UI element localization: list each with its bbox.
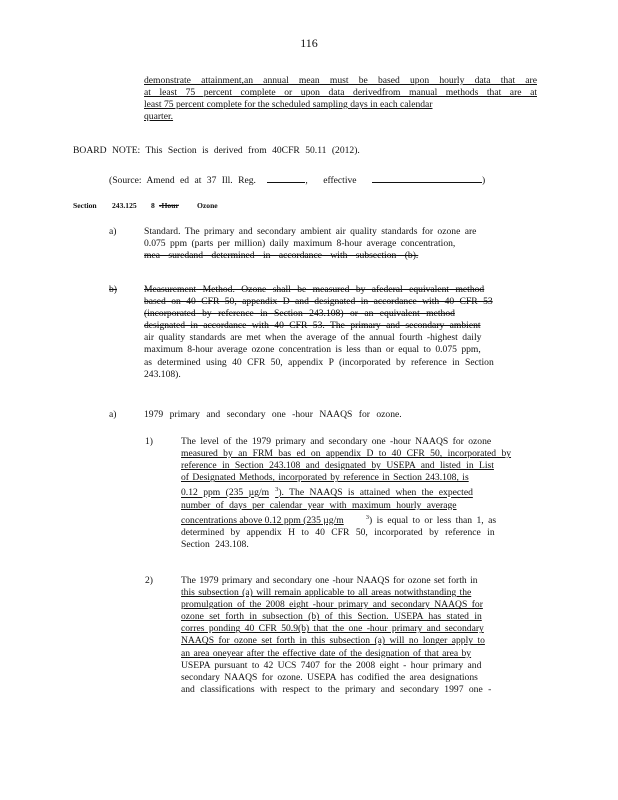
source-close: ): [481, 175, 486, 186]
item-2-text: [181, 575, 537, 696]
item-line: Section 243.108.: [181, 539, 249, 551]
concentration-text: 0.12 ppm (235 µg/m: [181, 487, 270, 499]
intro-paragraph: [144, 75, 537, 123]
page-number: 116: [300, 36, 318, 50]
section-struck-hour: -Hour: [159, 201, 179, 210]
para-b-label: b): [109, 284, 117, 295]
section-number: 243.125: [112, 201, 137, 210]
item-under-line: measured by an FRM bas ed on appendix D to 40 CFR 50, incorporated by: [181, 448, 512, 460]
source-comma: ,: [305, 175, 308, 186]
para-line: maximum 8-hour average ozone concentration is less than or equal to 0.075 ppm,: [144, 344, 481, 356]
board-note: BOARD NOTE: This Section is derived from 40CFR 50.11 (2012).: [73, 145, 360, 156]
superscript: 3: [275, 486, 279, 494]
item-under-line: NAAQS for ozone set forth in this subsection (a) will no longer apply to: [181, 635, 485, 647]
effective-date-blank: [372, 173, 482, 183]
item-1-text: [181, 436, 537, 551]
item-under-line: reference in Section 243.108 and designated by USEPA and listed in List: [181, 460, 494, 472]
item-line: USEPA pursuant to 42 UCS 7407 for the 2008 eight - hour primary and: [181, 659, 482, 671]
section-ozone: Ozone: [197, 201, 218, 210]
intro-line: quarter.: [144, 111, 174, 123]
para-a2-label: a): [109, 409, 117, 420]
para-a-label: a): [109, 226, 117, 237]
item-1-label: 1): [145, 436, 153, 447]
para-line: 243.108).: [144, 368, 181, 380]
para-b-measurement: [144, 284, 537, 381]
item-under-line: [181, 484, 537, 499]
date-blank: [267, 173, 305, 183]
concentration-text-cont: ) is equal to or less than 1, as: [368, 514, 497, 526]
para-line: Standard. The primary and secondary ambient air quality standards for ozone are: [144, 226, 477, 237]
para-line: as determined using 40 CFR 50, appendix P (incorporated by reference in Section: [144, 356, 494, 368]
item-line: The level of the 1979 primary and secondary one -hour NAAQS for ozone: [181, 436, 492, 447]
item-line: and classifications with respect to the primary and secondary 1997 one -: [181, 683, 492, 695]
para-line: 0.075 ppm (parts per million) daily maximum 8-hour average concentration,: [144, 238, 456, 250]
para-struck-line: Measurement Method. Ozone shall be measured by afederal equivalent method: [144, 284, 485, 295]
item-under-line: an area oneyear after the effective date of the designation of that area by: [181, 647, 472, 659]
para-struck-line: based on 40 CFR 50, appendix D and designated in accordance with 40 CFR 53: [144, 296, 493, 308]
para-a-standard: [144, 226, 537, 262]
para-struck-line: mea suredand determined in accordance with subsection (b).: [144, 250, 419, 262]
para-a2-text: 1979 primary and secondary one -hour NAAQS for ozone.: [144, 409, 402, 420]
source-effective: effective: [323, 175, 357, 186]
item-under-line: number of days per calendar year with maximum hourly average: [181, 499, 457, 511]
item-under-line: promulgation of the 2008 eight -hour primary and secondary NAAQS for: [181, 599, 483, 611]
item-line: [181, 512, 537, 527]
concentration-text-cont: ). The NAAQS is attained when the expected: [278, 487, 473, 499]
section-word: Section: [73, 201, 97, 210]
item-under-line: ozone set forth in subsection (b) of this Section. USEPA has stated in: [181, 611, 482, 623]
para-line: air quality standards are met when the average of the annual fourth -highest daily: [144, 332, 482, 344]
para-struck-line: designated in accordance with 40 CFR 53. The primary and secondary ambient: [144, 320, 481, 332]
item-line: determined by appendix H to 40 CFR 50, incorporated by reference in: [181, 527, 495, 539]
section-eight: 8: [151, 201, 155, 210]
concentration-text: concentrations above 0.12 ppm (235 µg/m: [181, 514, 344, 526]
item-under-line: this subsection (a) will remain applicable to all areas notwithstanding the: [181, 587, 472, 599]
source-prefix: (Source: Amend ed at 37 Ill. Reg.: [109, 175, 256, 186]
superscript: 3: [365, 513, 369, 521]
intro-line: least 75 percent complete for the scheduled sampling days in each calendar: [144, 99, 433, 111]
intro-line: at least 75 percent complete or upon data derivedfrom manual methods that are at: [144, 87, 537, 99]
intro-line: demonstrate attainment,an annual mean must be based upon hourly data that are: [144, 75, 537, 86]
item-line: The 1979 primary and secondary one -hour NAAQS for ozone set forth in: [181, 575, 478, 586]
item-under-line: corres ponding 40 CFR 50.9(b) that the one -hour primary and secondary: [181, 623, 484, 635]
source-note: [109, 173, 485, 187]
para-struck-line: (incorporated by reference in Section 243.108) or an equivalent method: [144, 308, 455, 320]
section-heading: [73, 201, 393, 210]
item-under-line: of Designated Methods, incorporated by reference in Section 243.108, is: [181, 472, 469, 484]
item-2-label: 2): [145, 575, 153, 586]
item-line: secondary NAAQS for ozone. USEPA has codified the area designations: [181, 671, 478, 683]
